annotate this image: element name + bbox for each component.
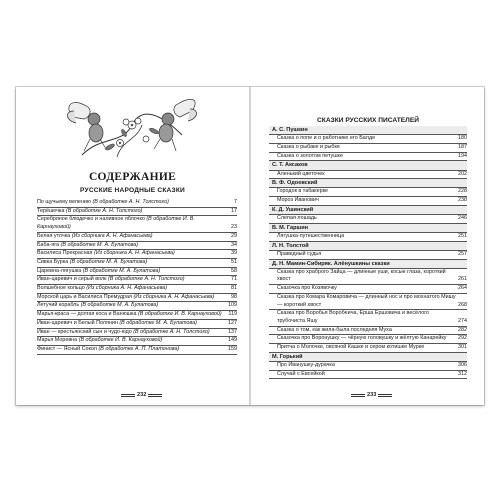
author-heading: С. Т. Аксаков	[269, 161, 467, 170]
toc-entry-title: Про Иванушку-дурачка	[277, 361, 335, 368]
toc-entry-note: (В обработке М. А. Булатова)	[82, 267, 161, 274]
toc-entry-title	[37, 302, 227, 310]
toc-entry-page: 274	[458, 317, 467, 324]
folio-ornament-icon	[148, 394, 162, 397]
toc-entry-title	[37, 346, 227, 354]
toc-entry-title: Слепая лошадь	[277, 215, 317, 222]
toc-entry[interactable]	[269, 144, 467, 153]
toc-entry-name: Иван — крестьянский сын и чудо-юдо	[37, 328, 134, 335]
book-spread	[16, 87, 484, 405]
toc-entry-page: 51	[231, 258, 237, 265]
toc-entry-name: Терёшечка	[37, 207, 66, 214]
page-number-left	[121, 392, 162, 398]
toc-entry[interactable]	[269, 135, 467, 144]
toc-entry-page: 109	[228, 302, 237, 309]
toc-entry-title: Сказочка про Воронушку — чёрную головушку и жёлтую Канарейку	[277, 335, 447, 342]
toc-entry-title: Сказка о попе и о работнике его Балде	[277, 135, 376, 142]
toc-entry-name: Сивка Бурка	[37, 258, 70, 265]
toc-entry-title: Сказка о золотом петушке	[277, 152, 343, 159]
toc-entry-title	[37, 294, 230, 302]
toc-entry-page: 306	[458, 361, 467, 368]
toc-entry-name: Баба-яга	[37, 241, 61, 248]
toc-entry[interactable]	[269, 335, 467, 344]
toc-entry-title	[37, 250, 230, 258]
toc-entry[interactable]	[269, 197, 467, 206]
toc-entry[interactable]	[269, 327, 467, 336]
toc-entry[interactable]	[37, 311, 237, 320]
author-heading: В. Ф. Одоевский	[269, 179, 467, 188]
toc-entry[interactable]	[37, 285, 237, 294]
toc-entry-note: (Из сборника А. Н. Афанасьева)	[71, 232, 153, 239]
toc-entry-page: 282	[458, 326, 467, 333]
author-heading: Л. Н. Толстой	[269, 242, 467, 251]
toc-entry[interactable]	[37, 302, 237, 311]
toc-entry-page: 251	[458, 232, 467, 239]
toc-entry-page: 58	[231, 267, 237, 274]
section-title-authors-tales: СКАЗКИ РУССКИХ ПИСАТЕЛЕЙ	[317, 117, 419, 124]
toc-entry[interactable]	[269, 251, 467, 260]
toc-entry[interactable]	[37, 250, 237, 259]
toc-entry[interactable]	[37, 329, 237, 338]
author-heading: Д. Н. Мамин-Сибиряк. Алёнушкины сказки	[269, 260, 467, 269]
toc-entry-page: 292	[458, 335, 467, 342]
toc-entry-page: 137	[228, 328, 237, 335]
toc-list-authors-tales	[269, 126, 467, 379]
toc-entry-page: 98	[231, 293, 237, 300]
toc-entry-title	[37, 311, 227, 319]
toc-entry[interactable]	[269, 294, 467, 310]
toc-entry[interactable]	[37, 294, 237, 303]
toc-entry[interactable]	[269, 188, 467, 197]
toc-entry-page: 246	[458, 215, 467, 222]
toc-entry-title	[37, 233, 230, 241]
page-number-right	[351, 392, 392, 398]
toc-entry-name: Иван-царевич и серый волк	[37, 276, 108, 283]
toc-entry-name: Серебряное блюдечко и наливное яблочко	[37, 216, 147, 223]
toc-entry-title: Сказка про Воробья Воробеича, Ерша Ершовича и весёлого трубочиста Яшу	[277, 310, 430, 324]
toc-entry-page: 257	[458, 250, 467, 257]
toc-list-folk-tales	[37, 199, 237, 355]
toc-entry-note: (Из сборника А. Н. Афанасьева)	[133, 293, 215, 300]
page-number: 232	[137, 392, 147, 398]
toc-entry-page: 149	[228, 337, 237, 344]
right-page	[251, 87, 484, 405]
folio-ornament-icon	[121, 394, 135, 397]
toc-entry-note: (В обработке А. Н. Толстого)	[107, 276, 185, 283]
toc-entry-title: Праведный судья	[277, 250, 322, 257]
toc-entry-title: Мороз Иванович	[277, 197, 319, 204]
toc-entry-note: (Из сборника А. Н. Афанасьева)	[86, 285, 168, 292]
toc-entry-title	[37, 337, 227, 345]
toc-entry-page: 238	[458, 197, 467, 204]
toc-entry[interactable]	[37, 337, 237, 346]
toc-entry-name: Летучий корабль	[37, 302, 81, 309]
toc-entry-page: 228	[458, 188, 467, 195]
toc-entry-title: Сказка про храброго Зайца — длинные уши, косые глаза, короткий хвост	[277, 268, 446, 283]
toc-entry[interactable]	[37, 216, 237, 232]
toc-entry[interactable]	[37, 233, 237, 242]
toc-entry-note: (В обработке М. А. Булатова)	[60, 241, 139, 248]
toc-entry-title: Случай с Евсейкой	[277, 370, 325, 377]
toc-entry-title: Лягушка-путешественница	[277, 232, 345, 239]
toc-entry-note: (Из сборника А. Н. Афанасьева)	[93, 250, 175, 257]
toc-entry-page: 187	[458, 143, 467, 150]
folio-ornament-icon	[351, 394, 365, 397]
toc-entry-page: 34	[231, 241, 237, 248]
toc-entry-name: Иван-царевич и Белый Полянин	[37, 319, 120, 326]
toc-entry[interactable]	[269, 285, 467, 294]
toc-entry-name: Василиса Прекрасная	[37, 250, 94, 257]
toc-entry-note: (В обработке И. В. Карнауховой)	[137, 311, 222, 318]
toc-entry-note: (В обработке И. В. Карнауховой)	[78, 337, 163, 344]
author-heading: В. М. Гаршин	[269, 224, 467, 233]
toc-entry-title	[37, 199, 233, 207]
toc-entry-page: 264	[458, 285, 467, 292]
toc-entry-note: (В обработке И. В. Карнауховой)	[37, 216, 195, 231]
toc-entry-name: Финист — Ясный Сокол	[37, 345, 99, 352]
toc-entry-note: (В обработке А. Н. Толстого)	[92, 199, 169, 205]
toc-entry-title	[37, 242, 230, 250]
fairy-illustration-icon	[62, 95, 202, 167]
toc-entry-title	[37, 268, 230, 276]
toc-entry-page: 119	[228, 311, 237, 318]
toc-entry-page: 202	[458, 170, 467, 177]
toc-entry-title: Сказка о рыбаке и рыбке	[277, 143, 340, 150]
toc-entry-title	[37, 320, 227, 328]
toc-entry[interactable]	[37, 208, 237, 217]
toc-entry-page: 71	[231, 276, 237, 283]
toc-entry-page: 39	[231, 250, 237, 257]
toc-entry-page: 23	[231, 224, 237, 231]
toc-entry-name: Марья Моревна	[37, 337, 79, 344]
toc-entry[interactable]	[269, 310, 467, 326]
author-heading: М. Горький	[269, 353, 467, 362]
toc-entry-page: 194	[458, 152, 467, 159]
toc-entry-title	[37, 259, 230, 267]
toc-entry-note: (В обработке М. А. Булатова)	[80, 302, 159, 309]
toc-entry-title	[37, 276, 230, 284]
toc-entry-title	[37, 285, 230, 293]
toc-entry-page: 261	[458, 276, 467, 283]
toc-entry[interactable]	[37, 346, 237, 355]
toc-entry-page: 81	[231, 285, 237, 292]
toc-entry[interactable]	[269, 215, 467, 224]
toc-entry[interactable]	[269, 344, 467, 353]
toc-entry-page: 127	[228, 319, 237, 326]
toc-entry-title: Сказка о том, как жила-была последняя Муха	[277, 326, 392, 333]
toc-entry-page: 180	[458, 135, 467, 142]
toc-entry-name: По щучьему велению	[37, 199, 93, 205]
left-page	[16, 87, 249, 405]
toc-entry-page: 7	[234, 199, 237, 205]
toc-entry-title	[37, 216, 230, 231]
toc-entry-title: Сказка про Комара Комаровича — длинный нос и про мохнатого Мишу — короткий хвост	[277, 293, 456, 308]
toc-entry[interactable]	[269, 362, 467, 371]
toc-entry-title: Городок в табакерке	[277, 188, 328, 195]
toc-entry[interactable]	[269, 171, 467, 180]
toc-entry-page: 159	[228, 345, 237, 352]
toc-entry-page: 29	[231, 232, 237, 239]
author-heading: А. С. Пушкин	[269, 126, 467, 135]
toc-entry[interactable]	[37, 242, 237, 251]
toc-entry-note: (В обработке А. П. Платонова)	[98, 345, 180, 352]
toc-entry-note: (В обработке М. А. Булатова)	[69, 258, 148, 265]
page-number: 233	[367, 392, 377, 398]
toc-entry[interactable]	[269, 233, 467, 242]
toc-entry-title: Аленький цветочек	[277, 170, 325, 177]
toc-entry-name: Волшебное кольцо	[37, 285, 87, 292]
toc-entry-title: Сказочка про Козявочку	[277, 285, 337, 292]
toc-entry-name: Царевна-лягушка	[37, 267, 83, 274]
toc-entry[interactable]	[269, 153, 467, 162]
toc-entry-title	[37, 329, 227, 337]
toc-entry[interactable]	[269, 269, 467, 285]
toc-entry[interactable]	[37, 199, 237, 208]
toc-entry-page: 301	[458, 344, 467, 351]
toc-entry-note: (В обработке М. А. Булатова)	[119, 319, 197, 326]
toc-entry-title: Притча о Молочке, овсяной Кашке и сером котишке Мурке	[277, 344, 425, 351]
toc-entry-name: Марья-краса — долгая коса и Ванюшка	[37, 311, 138, 318]
toc-entry-name: Белая уточка	[37, 232, 72, 239]
toc-entry[interactable]	[37, 320, 237, 329]
toc-entry-page: 17	[231, 207, 237, 214]
toc-entry-note: (В обработке А. Н. Толстого)	[65, 207, 143, 214]
toc-title: СОДЕРЖАНИЕ	[88, 171, 177, 183]
toc-entry-note: (В обработке А. Н. Толстого)	[133, 328, 210, 335]
toc-entry[interactable]	[269, 371, 467, 380]
toc-entry[interactable]	[37, 268, 237, 277]
section-title-folk-tales: РУССКИЕ НАРОДНЫЕ СКАЗКИ	[80, 187, 185, 194]
toc-entry-title	[37, 208, 230, 216]
author-heading: К. Д. Ушинский	[269, 206, 467, 215]
toc-entry-page: 312	[458, 370, 467, 377]
folio-ornament-icon	[378, 394, 392, 397]
toc-entry[interactable]	[37, 259, 237, 268]
toc-entry-name: Морской царь и Василиса Премудрая	[37, 293, 134, 300]
toc-entry[interactable]	[37, 276, 237, 285]
toc-entry-page: 268	[458, 301, 467, 308]
